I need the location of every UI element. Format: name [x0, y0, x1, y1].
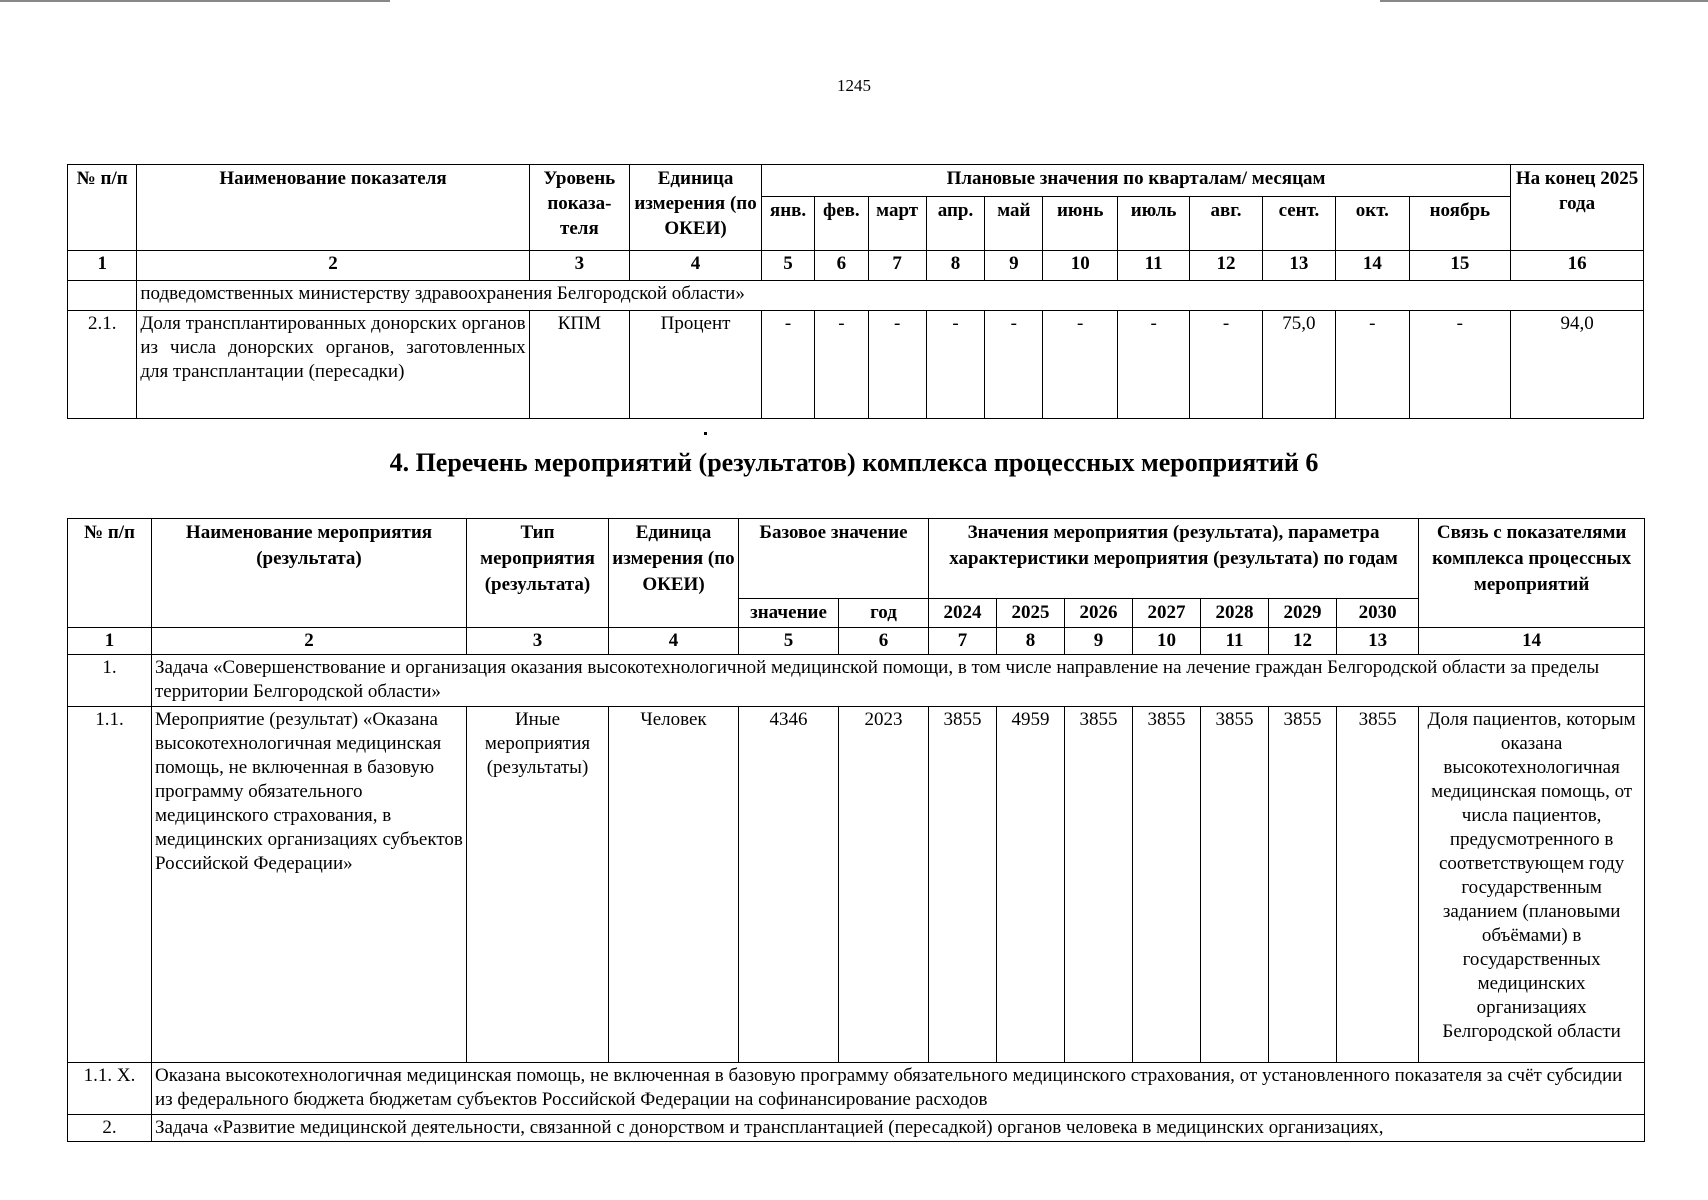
header-num: № п/п [68, 165, 137, 251]
header-month: сент. [1262, 197, 1335, 251]
row-base-year: 2023 [839, 707, 929, 1063]
row-num: 1.1. [68, 707, 152, 1063]
header-month: апр. [926, 197, 984, 251]
month-value: 75,0 [1262, 311, 1335, 419]
result-num: 1.1. Х. [68, 1063, 152, 1115]
column-number: 11 [1201, 628, 1269, 655]
header-month: фев. [815, 197, 868, 251]
header-year: 2030 [1337, 599, 1419, 628]
header-year: 2024 [929, 599, 997, 628]
month-value: - [1043, 311, 1117, 419]
year-value: 3855 [1065, 707, 1133, 1063]
month-value: - [868, 311, 926, 419]
header-month: окт. [1336, 197, 1409, 251]
header-level: Уровень показа-теля [529, 165, 630, 251]
month-value: - [761, 311, 814, 419]
row-num: 2.1. [68, 311, 137, 419]
month-value: - [926, 311, 984, 419]
column-number: 8 [926, 251, 984, 281]
column-number: 11 [1117, 251, 1189, 281]
column-number: 4 [609, 628, 739, 655]
header-unit: Единица измерения (по ОКЕИ) [630, 165, 762, 251]
task-text: Задача «Совершенствование и организация оказания высокотехнологичной медицинской помощи, в том числе направление на лечение граждан Белгородской области за пределы территории Белгородской области» [152, 655, 1645, 707]
column-number: 7 [929, 628, 997, 655]
year-value: 3855 [929, 707, 997, 1063]
page-number: 1245 [837, 76, 871, 95]
header-month: июнь [1043, 197, 1117, 251]
column-number: 13 [1337, 628, 1419, 655]
header-link: Связь с показателями комплекса процессных мероприятий [1419, 519, 1645, 628]
column-number: 8 [997, 628, 1065, 655]
column-number: 3 [467, 628, 609, 655]
column-number: 3 [529, 251, 630, 281]
column-number: 15 [1409, 251, 1511, 281]
header-unit: Единица измерения (по ОКЕИ) [609, 519, 739, 628]
column-number: 9 [1065, 628, 1133, 655]
month-value: - [1190, 311, 1262, 419]
column-number: 14 [1419, 628, 1645, 655]
scan-edge-line [0, 0, 390, 2]
column-number: 2 [152, 628, 467, 655]
header-month: ноябрь [1409, 197, 1511, 251]
column-number: 10 [1133, 628, 1201, 655]
column-number: 5 [761, 251, 814, 281]
month-value: - [1336, 311, 1409, 419]
column-number: 7 [868, 251, 926, 281]
header-year: 2026 [1065, 599, 1133, 628]
month-value: - [1409, 311, 1511, 419]
column-number: 10 [1043, 251, 1117, 281]
row-unit: Процент [630, 311, 762, 419]
result-text: Оказана высокотехнологичная медицинская помощь, не включенная в базовую программу обязательного медицинского страхования, от установленного показателя за счёт субсидии из федерального бюджета бюджетам субъектов Российской Федерации на софинансирование расходов [152, 1063, 1645, 1115]
column-number: 12 [1269, 628, 1337, 655]
column-number: 16 [1511, 251, 1644, 281]
header-month: май [985, 197, 1043, 251]
header-name: Наименование показателя [137, 165, 529, 251]
column-number: 4 [630, 251, 762, 281]
header-year: 2027 [1133, 599, 1201, 628]
header-base: Базовое значение [739, 519, 929, 599]
column-number: 14 [1336, 251, 1409, 281]
header-end: На конец 2025 года [1511, 165, 1644, 251]
column-number: 6 [839, 628, 929, 655]
scan-dot [704, 432, 707, 435]
column-number: 2 [137, 251, 529, 281]
header-month: авг. [1190, 197, 1262, 251]
row-name: Доля трансплантированных донорских органов из числа донорских органов, заготовленных для трансплантации (пересадки) [137, 311, 529, 419]
year-value: 4959 [997, 707, 1065, 1063]
header-year: 2029 [1269, 599, 1337, 628]
header-plan: Плановые значения по кварталам/ месяцам [761, 165, 1510, 197]
month-value: - [1117, 311, 1189, 419]
task-text: Задача «Развитие медицинской деятельности, связанной с донорством и трансплантацией (пересадкой) органов человека в медицинских организациях, [152, 1115, 1645, 1142]
row-name: Мероприятие (результат) «Оказана высокотехнологичная медицинская помощь, не включенная в базовую программу обязательного медицинского страхования, в медицинских организациях субъектов Российской Федерации» [152, 707, 467, 1063]
header-month: янв. [761, 197, 814, 251]
header-year: 2025 [997, 599, 1065, 628]
header-month: март [868, 197, 926, 251]
year-value: 3855 [1133, 707, 1201, 1063]
header-name: Наименование мероприятия (результата) [152, 519, 467, 628]
year-value: 3855 [1337, 707, 1419, 1063]
year-value: 3855 [1201, 707, 1269, 1063]
activities-table [67, 518, 1645, 1142]
table-cell [68, 281, 137, 311]
column-number: 5 [739, 628, 839, 655]
header-year: 2028 [1201, 599, 1269, 628]
month-value: - [815, 311, 868, 419]
month-value: - [985, 311, 1043, 419]
column-number: 12 [1190, 251, 1262, 281]
end-value: 94,0 [1511, 311, 1644, 419]
column-number: 1 [68, 628, 152, 655]
header-num: № п/п [68, 519, 152, 628]
column-number: 1 [68, 251, 137, 281]
header-base-value: значение [739, 599, 839, 628]
row-base-value: 4346 [739, 707, 839, 1063]
header-month: июль [1117, 197, 1189, 251]
row-unit: Человек [609, 707, 739, 1063]
continuation-text: подведомственных министерству здравоохранения Белгородской области» [137, 281, 1644, 311]
column-number: 6 [815, 251, 868, 281]
year-value: 3855 [1269, 707, 1337, 1063]
task-num: 2. [68, 1115, 152, 1142]
column-number: 13 [1262, 251, 1335, 281]
row-type: Иные мероприятия (результаты) [467, 707, 609, 1063]
row-link: Доля пациентов, которым оказана высокотехнологичная медицинская помощь, от числа пациентов, предусмотренного в соответствующем году государственным заданием (плановыми объёмами) в государственных медицинских организациях Белгородской области [1419, 707, 1645, 1063]
header-type: Тип мероприятия (результата) [467, 519, 609, 628]
indicators-table [67, 164, 1644, 419]
scan-edge-line [1380, 0, 1708, 2]
header-values: Значения мероприятия (результата), параметра характеристики мероприятия (результата) по годам [929, 519, 1419, 599]
column-number: 9 [985, 251, 1043, 281]
task-num: 1. [68, 655, 152, 707]
row-level: КПМ [529, 311, 630, 419]
section-title: 4. Перечень мероприятий (результатов) комплекса процессных мероприятий 6 [389, 448, 1319, 477]
header-base-year: год [839, 599, 929, 628]
